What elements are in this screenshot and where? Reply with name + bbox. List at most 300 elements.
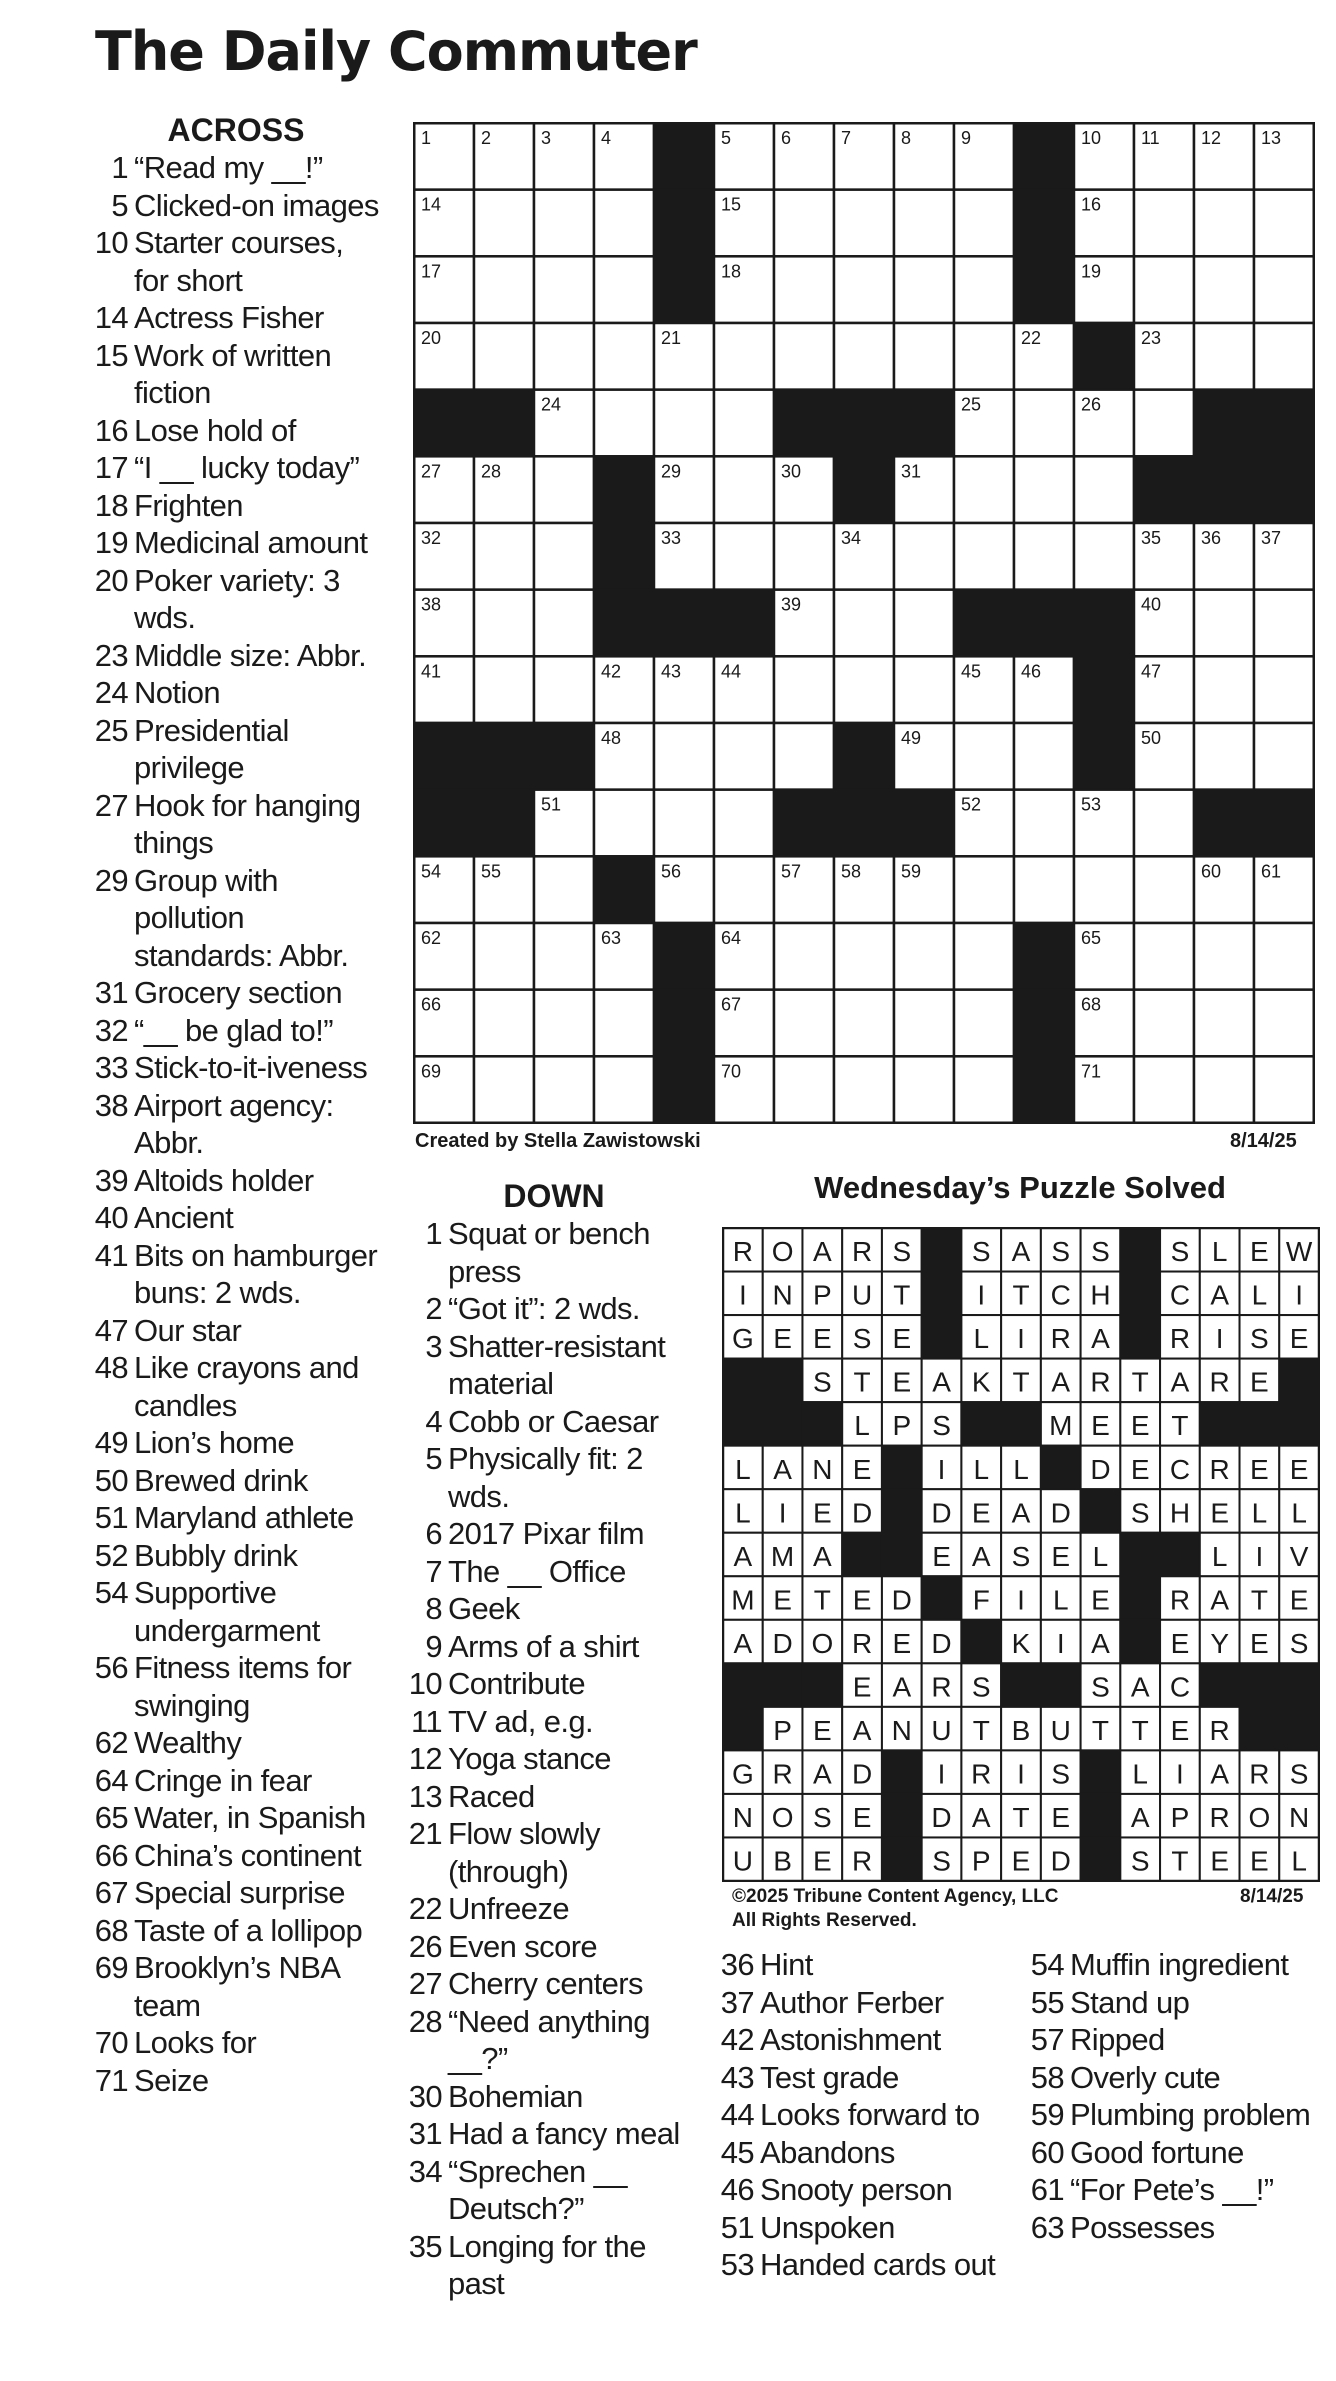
solved-letter: A (971, 1540, 991, 1572)
solved-black-square (1279, 1359, 1319, 1403)
grid-cell[interactable] (1014, 523, 1074, 590)
clue-number: 44 (720, 2097, 754, 2132)
solved-letter: A (1051, 1366, 1071, 1398)
solved-letter: E (892, 1627, 912, 1659)
solved-letter: M (731, 1584, 755, 1616)
clue-text: Airport agency: Abbr. (134, 1087, 334, 1160)
black-square (1074, 590, 1134, 657)
grid-cell[interactable] (1254, 723, 1314, 790)
solved-letter: E (1011, 1845, 1031, 1877)
solved-letter: S (892, 1236, 912, 1268)
grid-cell[interactable] (894, 990, 954, 1057)
solved-letter: A (892, 1671, 912, 1703)
grid-cell[interactable] (534, 323, 594, 390)
grid-cell[interactable] (474, 190, 534, 257)
grid-cell[interactable] (954, 856, 1014, 923)
clue-number: 63 (1030, 2209, 1064, 2245)
cell-number: 33 (661, 528, 682, 548)
clue-number: 4 (425, 1403, 442, 1439)
solved-black-square (723, 1402, 763, 1446)
solved-black-square (922, 1576, 962, 1620)
clue-text: Plumbing problem (1070, 2097, 1311, 2132)
clue-down_cont_a-53 (712, 2246, 1012, 2284)
clue-down-5 (404, 1440, 704, 1515)
black-square (1134, 456, 1194, 523)
grid-cell[interactable] (534, 456, 594, 523)
black-square (834, 390, 894, 457)
grid-cell[interactable] (954, 1056, 1014, 1123)
solved-letter: Y (1210, 1627, 1230, 1659)
grid-cell[interactable] (534, 1056, 594, 1123)
clue-down_cont_a-44 (712, 2096, 1012, 2134)
grid-cell[interactable] (534, 923, 594, 990)
clue-text: Maryland athlete (134, 1500, 354, 1535)
solved-letter: A (1210, 1758, 1230, 1790)
black-square (1014, 190, 1074, 257)
grid-cell[interactable] (1254, 656, 1314, 723)
solved-letter: S (1289, 1627, 1309, 1659)
grid-cell[interactable] (774, 256, 834, 323)
grid-cell[interactable] (894, 256, 954, 323)
clue-text: Flow slowly (through) (448, 1816, 600, 1889)
solved-letter: E (812, 1497, 832, 1529)
grid-cell[interactable] (1014, 790, 1074, 857)
clue-down_cont_b-61 (1022, 2171, 1322, 2209)
black-square (774, 390, 834, 457)
grid-cell[interactable] (654, 390, 714, 457)
cell-number: 12 (1201, 128, 1222, 148)
cell-number: 49 (901, 728, 922, 748)
clue-down_cont_a-51 (712, 2209, 1012, 2247)
grid-cell[interactable] (834, 190, 894, 257)
grid-cell[interactable] (474, 256, 534, 323)
clue-text: Test grade (760, 2059, 899, 2095)
solved-letter: T (1131, 1366, 1149, 1398)
grid-cell[interactable] (774, 723, 834, 790)
grid-cell[interactable] (954, 523, 1014, 590)
clue-number: 38 (94, 1087, 128, 1123)
clue-number: 50 (94, 1462, 128, 1498)
grid-cell[interactable] (714, 323, 774, 390)
grid-cell[interactable] (1254, 590, 1314, 657)
solved-letter: N (812, 1453, 833, 1485)
grid-cell[interactable] (1014, 723, 1074, 790)
grid-cell[interactable] (534, 990, 594, 1057)
solved-letter: D (891, 1584, 912, 1616)
grid-cell[interactable] (714, 390, 774, 457)
clue-number: 69 (94, 1950, 128, 1985)
grid-cell[interactable] (954, 256, 1014, 323)
black-square (654, 590, 714, 657)
clue-text: Lion’s home (134, 1425, 294, 1460)
grid-cell[interactable] (534, 856, 594, 923)
solved-letter: E (1289, 1453, 1309, 1485)
puzzle-credit: Created by Stella Zawistowski (415, 1130, 701, 1152)
clue-text: Arms of a shirt (448, 1628, 639, 1664)
grid-cell[interactable] (594, 1056, 654, 1123)
grid-cell[interactable] (1194, 256, 1254, 323)
grid-cell[interactable] (474, 1056, 534, 1123)
grid-cell[interactable] (834, 590, 894, 657)
crossword-grid[interactable] (413, 122, 1315, 1124)
solved-letter: T (1012, 1802, 1030, 1834)
clue-text: Snooty person (760, 2172, 953, 2207)
clue-down-31 (404, 2115, 704, 2153)
clue-text: Yoga stance (448, 1741, 611, 1776)
clue-down-4 (404, 1403, 704, 1441)
solved-letter: C (1169, 1671, 1191, 1703)
clue-across-68 (90, 1912, 382, 1950)
grid-cell[interactable] (594, 190, 654, 257)
black-square (594, 590, 654, 657)
cell-number: 38 (421, 594, 442, 615)
clue-number: 9 (425, 1628, 442, 1664)
grid-cell[interactable] (774, 190, 834, 257)
solved-letter: S (1091, 1236, 1110, 1268)
solved-letter: I (1176, 1758, 1184, 1790)
grid-cell[interactable] (1254, 256, 1314, 323)
clue-across-20 (90, 562, 382, 637)
grid-cell[interactable] (654, 723, 714, 790)
cell-number: 36 (1201, 528, 1222, 548)
grid-cell[interactable] (894, 590, 954, 657)
cell-number: 53 (1081, 794, 1102, 815)
clue-number: 33 (94, 1050, 128, 1085)
grid-cell[interactable] (774, 1056, 834, 1123)
clue-number: 17 (94, 450, 128, 485)
grid-cell[interactable] (474, 656, 534, 723)
cell-number: 56 (661, 861, 682, 882)
grid-cell[interactable] (954, 456, 1014, 523)
grid-cell[interactable] (474, 323, 534, 390)
solved-letter: A (1091, 1323, 1110, 1355)
solved-black-square (1279, 1663, 1319, 1707)
clue-text: “I __ lucky today” (134, 450, 360, 485)
grid-cell[interactable] (1254, 923, 1314, 990)
grid-cell[interactable] (1134, 390, 1194, 457)
solved-letter: E (1250, 1236, 1269, 1268)
grid-cell[interactable] (894, 923, 954, 990)
grid-cell[interactable] (954, 190, 1014, 257)
clue-text: Looks forward to (760, 2097, 980, 2132)
clue-number: 57 (1030, 2022, 1064, 2057)
solved-letter: I (1017, 1758, 1025, 1790)
solved-black-square (1120, 1228, 1160, 1272)
solved-letter: S (932, 1410, 951, 1442)
grid-cell[interactable] (834, 323, 894, 390)
grid-cell[interactable] (534, 656, 594, 723)
cell-number: 9 (961, 128, 972, 148)
solved-letter: E (1091, 1584, 1110, 1616)
grid-cell[interactable] (834, 656, 894, 723)
grid-cell[interactable] (954, 323, 1014, 390)
clue-across-25 (90, 712, 382, 787)
cell-number: 68 (1081, 994, 1102, 1015)
grid-cell[interactable] (714, 723, 774, 790)
solved-letter: A (1011, 1497, 1031, 1529)
grid-cell[interactable] (834, 256, 894, 323)
cell-number: 61 (1261, 861, 1282, 882)
clue-number: 14 (94, 300, 128, 335)
cell-number: 4 (601, 128, 612, 148)
solved-black-square (1240, 1402, 1280, 1446)
grid-cell[interactable] (474, 923, 534, 990)
grid-cell[interactable] (1194, 923, 1254, 990)
solved-letter: S (1051, 1758, 1071, 1790)
clue-across-19 (90, 524, 382, 562)
black-square (1194, 390, 1254, 457)
solved-letter: I (1255, 1540, 1264, 1572)
black-square (1074, 323, 1134, 390)
grid-cell[interactable] (474, 990, 534, 1057)
solved-letter: O (1248, 1802, 1271, 1834)
solved-letter: E (1250, 1627, 1269, 1659)
solved-letter: K (1011, 1627, 1031, 1659)
cell-number: 19 (1081, 261, 1102, 282)
clue-down-21 (404, 1815, 704, 1890)
grid-cell[interactable] (654, 790, 714, 857)
grid-cell[interactable] (1074, 856, 1134, 923)
grid-cell[interactable] (1134, 923, 1194, 990)
grid-cell[interactable] (474, 523, 534, 590)
solved-letter: P (773, 1714, 792, 1746)
solved-black-square (1041, 1446, 1081, 1490)
clue-down_cont_a-37 (712, 1984, 1012, 2022)
clue-text: Contribute (448, 1666, 586, 1701)
grid-cell[interactable] (594, 390, 654, 457)
grid-cell[interactable] (894, 323, 954, 390)
clue-number: 47 (94, 1312, 128, 1348)
solved-letter: S (971, 1236, 991, 1268)
cell-number: 25 (961, 394, 982, 415)
black-square (654, 256, 714, 323)
grid-cell[interactable] (1134, 190, 1194, 257)
solved-letter: A (812, 1758, 832, 1790)
solved-letter: A (773, 1453, 792, 1485)
grid-cell[interactable] (1194, 656, 1254, 723)
grid-cell[interactable] (534, 523, 594, 590)
solved-letter: G (731, 1758, 754, 1790)
solved-letter: E (1051, 1802, 1071, 1834)
solved-letter: I (778, 1497, 787, 1529)
cell-number: 14 (421, 194, 442, 215)
solved-letter: I (937, 1758, 946, 1790)
black-square (1014, 123, 1074, 190)
grid-cell[interactable] (1074, 523, 1134, 590)
cell-number: 31 (901, 461, 922, 482)
cell-number: 43 (661, 661, 682, 682)
clue-text: Wealthy (134, 1725, 242, 1760)
cell-number: 7 (841, 128, 852, 148)
grid-cell[interactable] (1194, 590, 1254, 657)
grid-cell[interactable] (894, 190, 954, 257)
grid-cell[interactable] (1194, 323, 1254, 390)
grid-cell[interactable] (714, 523, 774, 590)
solved-letter: A (932, 1366, 951, 1398)
solved-black-square (882, 1794, 922, 1838)
grid-cell[interactable] (1134, 790, 1194, 857)
clue-across-48 (90, 1349, 382, 1424)
solved-letter: W (1285, 1236, 1313, 1268)
clue-text: The __ Office (448, 1553, 626, 1589)
solved-letter: S (812, 1366, 832, 1398)
solved-letter: I (1056, 1627, 1065, 1659)
clue-number: 65 (94, 1800, 128, 1835)
page-title: The Daily Commuter (95, 20, 697, 83)
cell-number: 2 (481, 128, 492, 148)
solved-black-square (1240, 1707, 1280, 1751)
black-square (654, 123, 714, 190)
grid-cell[interactable] (774, 656, 834, 723)
clue-number: 52 (94, 1537, 128, 1573)
cell-number: 63 (601, 928, 622, 948)
black-square (654, 923, 714, 990)
cell-number: 67 (721, 994, 742, 1015)
clue-number: 59 (1030, 2097, 1064, 2132)
clue-across-33 (90, 1049, 382, 1087)
solved-black-square (842, 1533, 882, 1577)
black-square (1254, 390, 1314, 457)
grid-cell[interactable] (834, 1056, 894, 1123)
grid-cell[interactable] (534, 256, 594, 323)
grid-cell[interactable] (534, 590, 594, 657)
grid-cell[interactable] (894, 1056, 954, 1123)
clue-across-71 (90, 2062, 382, 2100)
grid-cell[interactable] (1254, 190, 1314, 257)
clue-number: 19 (94, 525, 128, 560)
solved-letter: A (1011, 1236, 1031, 1268)
grid-cell[interactable] (474, 590, 534, 657)
clue-number: 26 (408, 1928, 442, 1964)
black-square (474, 790, 534, 857)
solved-letter: A (1091, 1627, 1110, 1659)
clue-down-27 (404, 1965, 704, 2003)
clue-number: 54 (1030, 1947, 1064, 1982)
grid-cell[interactable] (1014, 390, 1074, 457)
grid-cell[interactable] (954, 923, 1014, 990)
black-square (774, 790, 834, 857)
clue-text: “__ be glad to!” (134, 1012, 333, 1048)
solved-letter: R (1209, 1802, 1230, 1834)
grid-cell[interactable] (1134, 856, 1194, 923)
clue-text: Astonishment (760, 2022, 941, 2057)
clue-across-56 (90, 1649, 382, 1724)
grid-cell[interactable] (1194, 1056, 1254, 1123)
clue-across-27 (90, 787, 382, 862)
grid-cell[interactable] (594, 790, 654, 857)
clue-text: Bohemian (448, 2078, 583, 2114)
clue-across-16 (90, 412, 382, 450)
grid-cell[interactable] (1194, 190, 1254, 257)
grid-cell[interactable] (1194, 723, 1254, 790)
grid-cell[interactable] (1014, 856, 1074, 923)
cell-number: 70 (721, 1061, 742, 1082)
grid-cell[interactable] (894, 523, 954, 590)
grid-cell[interactable] (594, 990, 654, 1057)
clue-number: 24 (94, 675, 128, 710)
clue-down_cont_a-42 (712, 2021, 1012, 2059)
solved-grid (722, 1227, 1320, 1882)
solved-letter: E (852, 1584, 872, 1616)
clue-text: Bubbly drink (134, 1537, 298, 1573)
solved-letter: L (735, 1497, 751, 1529)
grid-cell[interactable] (1254, 1056, 1314, 1123)
grid-cell[interactable] (594, 256, 654, 323)
grid-cell[interactable] (774, 990, 834, 1057)
clue-number: 41 (94, 1237, 128, 1273)
grid-cell[interactable] (594, 323, 654, 390)
clue-text: Fitness items for swinging (134, 1650, 352, 1723)
grid-cell[interactable] (954, 990, 1014, 1057)
solved-letter: E (1289, 1323, 1309, 1355)
black-square (1014, 1056, 1074, 1123)
grid-cell[interactable] (534, 190, 594, 257)
black-square (1014, 923, 1074, 990)
clue-text: China’s continent (134, 1837, 362, 1873)
grid-cell[interactable] (954, 723, 1014, 790)
clue-down-7 (404, 1553, 704, 1591)
grid-cell[interactable] (714, 456, 774, 523)
grid-cell[interactable] (714, 790, 774, 857)
solved-black-square (723, 1707, 763, 1751)
cell-number: 48 (601, 728, 622, 748)
clue-text: Unspoken (760, 2209, 895, 2245)
down-clues (404, 1178, 704, 2303)
solved-black-square (1081, 1837, 1121, 1881)
solved-letter: A (1130, 1671, 1150, 1703)
clue-text: Hint (760, 1947, 813, 1982)
grid-cell[interactable] (774, 523, 834, 590)
grid-cell[interactable] (1194, 990, 1254, 1057)
solved-letter: D (851, 1497, 873, 1529)
grid-cell[interactable] (834, 923, 894, 990)
grid-cell[interactable] (894, 656, 954, 723)
grid-cell[interactable] (1134, 256, 1194, 323)
solved-black-square (1120, 1620, 1160, 1664)
clue-text: Stick-to-it-iveness (134, 1050, 368, 1085)
grid-cell[interactable] (1134, 990, 1194, 1057)
solved-letter: L (1013, 1453, 1029, 1485)
grid-cell[interactable] (1254, 323, 1314, 390)
solved-letter: A (1130, 1802, 1150, 1834)
black-square (414, 790, 474, 857)
grid-cell[interactable] (1134, 1056, 1194, 1123)
solved-letter: V (1289, 1540, 1309, 1572)
grid-cell[interactable] (1074, 456, 1134, 523)
solved-letter: T (1012, 1366, 1030, 1398)
solved-black-square (961, 1620, 1001, 1664)
grid-cell[interactable] (774, 323, 834, 390)
cell-number: 29 (661, 461, 682, 482)
grid-cell[interactable] (774, 923, 834, 990)
solved-letter: R (1209, 1366, 1230, 1398)
clue-text: Author Ferber (760, 1984, 944, 2020)
grid-cell[interactable] (714, 856, 774, 923)
clue-text: Ancient (134, 1200, 234, 1235)
grid-cell[interactable] (1254, 990, 1314, 1057)
grid-cell[interactable] (1014, 456, 1074, 523)
cell-number: 24 (541, 394, 562, 415)
grid-cell[interactable] (834, 990, 894, 1057)
clue-number: 10 (408, 1666, 442, 1701)
solved-letter: E (1289, 1584, 1309, 1616)
black-square (414, 390, 474, 457)
clue-number: 53 (720, 2247, 754, 2282)
clue-across-38 (90, 1087, 382, 1162)
black-square (894, 790, 954, 857)
clue-across-41 (90, 1237, 382, 1312)
clue-text: Shatter-resistant material (448, 1328, 666, 1401)
